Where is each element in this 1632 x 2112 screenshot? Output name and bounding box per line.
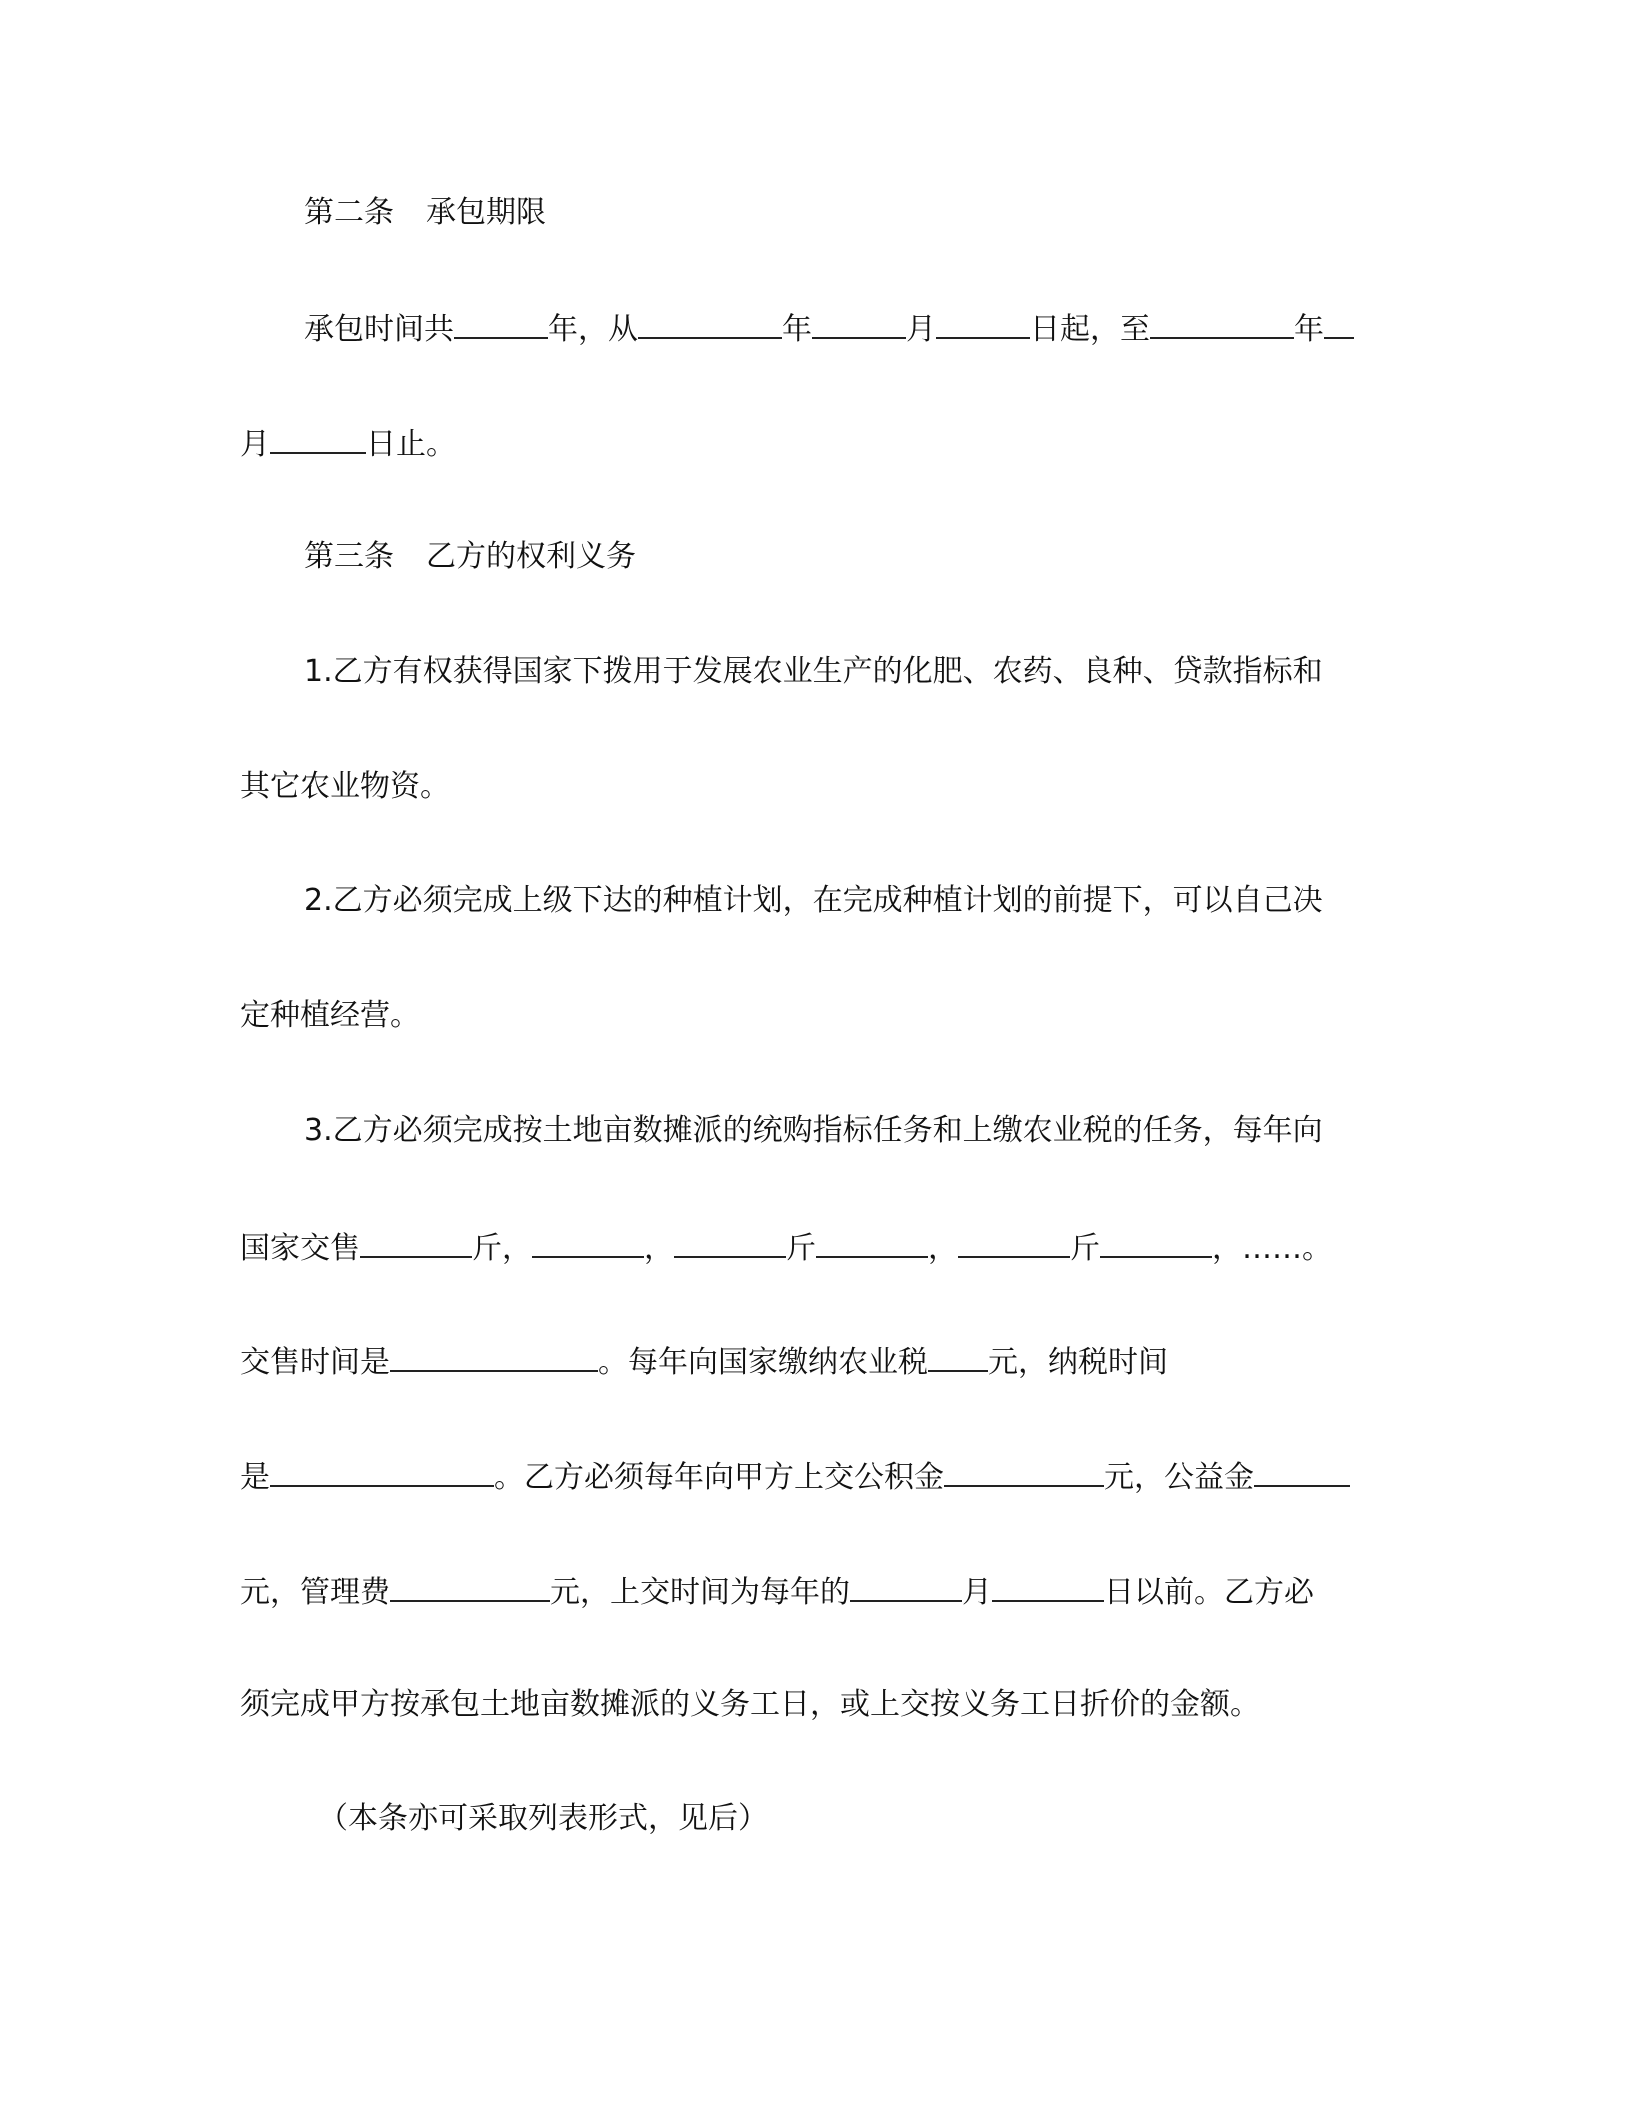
fund-text: 。乙方必须每年向甲方上交公积金: [494, 1460, 944, 1495]
article2-heading: [304, 191, 1400, 235]
article2-heading-title: 承包期限: [426, 195, 546, 230]
item3-line1: 3.乙方必须完成按土地亩数摊派的统购指标任务和上缴农业税的任务，每年向: [304, 1113, 1323, 1148]
blank-total-years: [454, 305, 548, 339]
blank-end-year: [1150, 305, 1294, 339]
sale-text: ，: [644, 1231, 674, 1266]
fee-text: 日以前。乙方必: [1104, 1575, 1314, 1610]
sale-text: ，……。: [1212, 1231, 1332, 1266]
term-text: 年: [782, 312, 812, 347]
item3-fund-line: [240, 1453, 1400, 1497]
term-text: 年，从: [548, 312, 638, 347]
item3-fee-line: [240, 1568, 1400, 1612]
term-text: 日起，至: [1030, 312, 1150, 347]
blank-end-day: [270, 420, 366, 454]
contract-term-line: [304, 305, 1400, 349]
term-text: 日止。: [366, 427, 456, 462]
fund-text: 是: [240, 1460, 270, 1495]
contract-term-end-line: [240, 420, 1400, 464]
article3-heading-number: 第三条: [304, 539, 394, 574]
fee-text: 元，管理费: [240, 1575, 390, 1610]
term-text: 承包时间共: [304, 312, 454, 347]
item2-line2: 定种植经营。: [240, 998, 420, 1033]
blank-sale-time: [390, 1338, 598, 1372]
sale-text: ，: [928, 1231, 958, 1266]
blank-sale-crop-3: [816, 1224, 928, 1258]
blank-sale-qty-3: [958, 1224, 1070, 1258]
blank-sale-qty-2: [674, 1224, 786, 1258]
blank-end-month-start: [1324, 305, 1354, 339]
blank-sale-qty-1: [360, 1224, 472, 1258]
blank-payment-month: [850, 1568, 962, 1602]
fee-text: 月: [962, 1575, 992, 1610]
time-text: 元，纳税时间: [988, 1345, 1168, 1380]
item1-line1: 1.乙方有权获得国家下拨用于发展农业生产的化肥、农药、良种、贷款指标和: [304, 654, 1323, 689]
blank-provident-fund: [944, 1453, 1104, 1487]
item3-last-line: 须完成甲方按承包土地亩数摊派的义务工日，或上交按义务工日折价的金额。: [240, 1687, 1260, 1722]
term-text: 年: [1294, 312, 1324, 347]
sale-text: 斤: [786, 1231, 816, 1266]
blank-tax-time: [270, 1453, 494, 1487]
fund-text: 元，公益金: [1104, 1460, 1254, 1495]
article3-note: （本条亦可采取列表形式，见后）: [318, 1801, 768, 1836]
time-text: 。每年向国家缴纳农业税: [598, 1345, 928, 1380]
blank-management-fee: [390, 1568, 550, 1602]
article2-heading-number: 第二条: [304, 195, 394, 230]
blank-payment-day: [992, 1568, 1104, 1602]
article3-heading: [304, 535, 1400, 579]
blank-start-day: [936, 305, 1030, 339]
blank-sale-crop-2: [532, 1224, 644, 1258]
item3-time-line: [240, 1338, 1400, 1382]
blank-agri-tax: [928, 1338, 988, 1372]
article3-heading-title: 乙方的权利义务: [426, 539, 636, 574]
sale-text: 国家交售: [240, 1231, 360, 1266]
term-text: 月: [240, 427, 270, 462]
blank-start-month: [812, 305, 906, 339]
item2-line1: 2.乙方必须完成上级下达的种植计划，在完成种植计划的前提下，可以自己决: [304, 883, 1323, 918]
blank-sale-crop-4: [1100, 1224, 1212, 1258]
fee-text: 元，上交时间为每年的: [550, 1575, 850, 1610]
item3-sale-line: [240, 1224, 1400, 1268]
item1-line2: 其它农业物资。: [240, 769, 450, 804]
blank-welfare-fund: [1254, 1453, 1350, 1487]
term-text: 月: [906, 312, 936, 347]
sale-text: 斤，: [472, 1231, 532, 1266]
time-text: 交售时间是: [240, 1345, 390, 1380]
blank-start-year: [638, 305, 782, 339]
sale-text: 斤: [1070, 1231, 1100, 1266]
